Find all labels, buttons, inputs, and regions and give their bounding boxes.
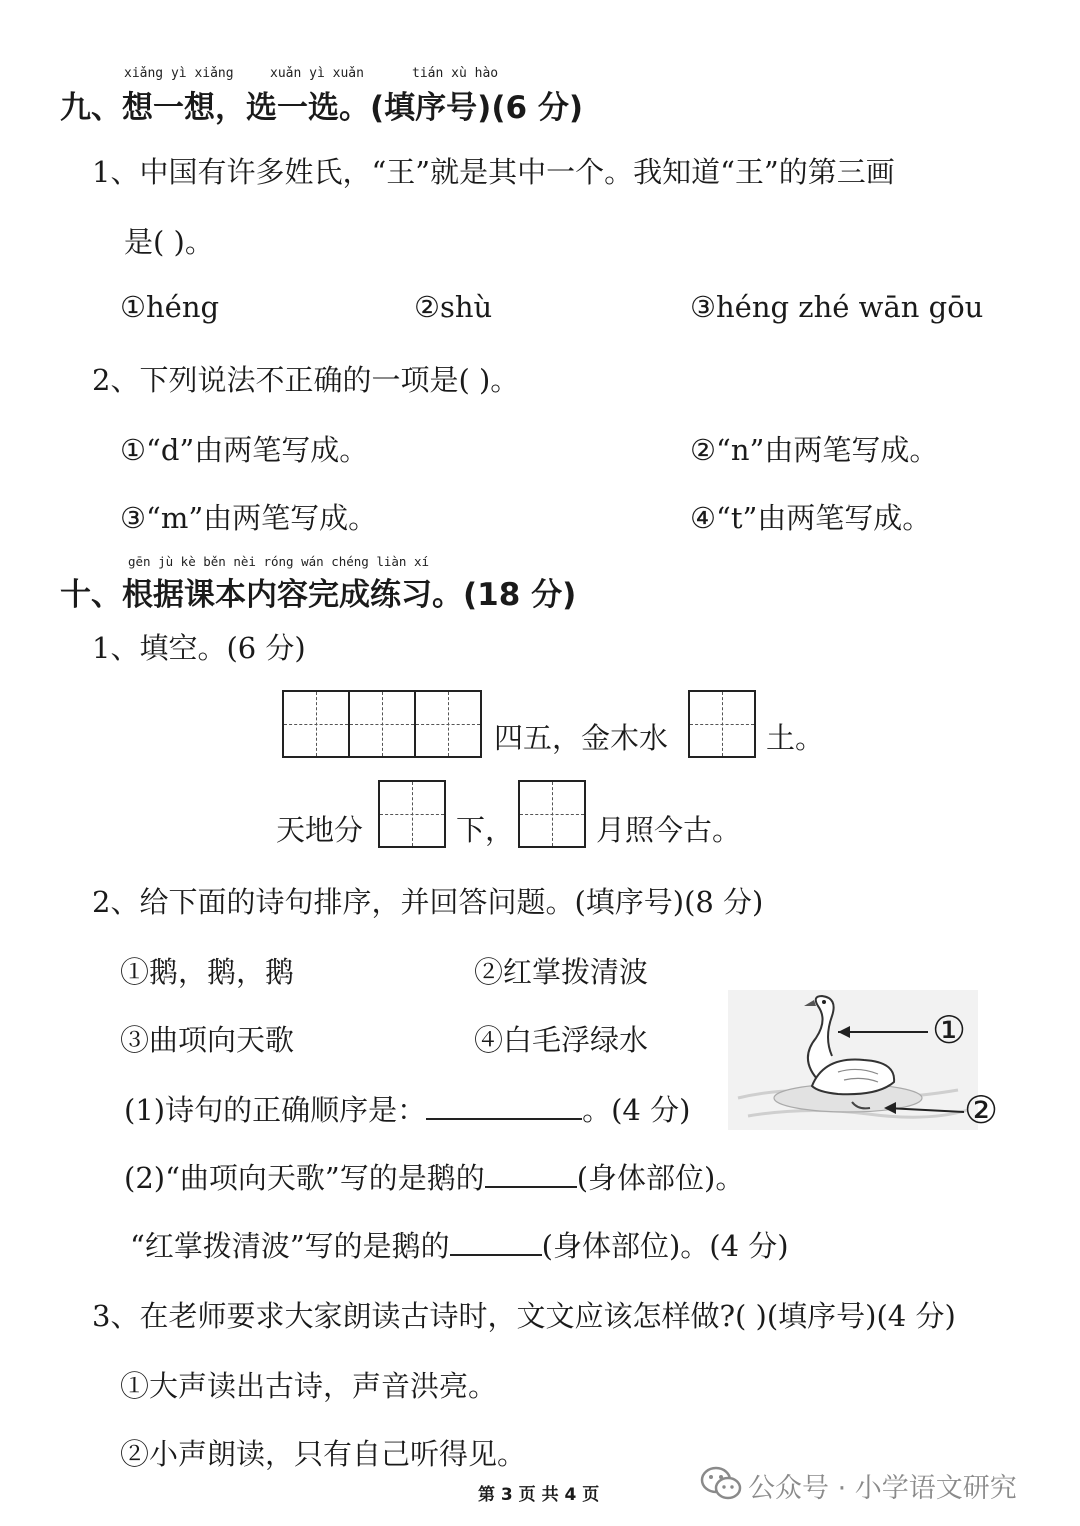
poem-line-1: ①鹅，鹅，鹅 — [120, 955, 295, 989]
section-10-heading: 十、根据课本内容完成练习。(18 分) — [60, 577, 577, 613]
sub2-suffix-2: (身体部位)。(4 分) — [541, 1229, 789, 1263]
writing-grid-box[interactable] — [414, 690, 482, 758]
writing-grid-box[interactable] — [518, 780, 586, 848]
watermark-text: 公众号 · 小学语文研究 — [748, 1473, 1017, 1504]
q9-2-option-1: ①“d”由两笔写成。 — [120, 433, 369, 467]
fill-line1-text-b: 土。 — [766, 721, 825, 755]
page-number: 第 3 页 共 4 页 — [478, 1485, 600, 1505]
poem-line-4: ④白毛浮绿水 — [474, 1023, 649, 1057]
writing-grid-box[interactable] — [688, 690, 756, 758]
poem-line-2: ②红掌拨清波 — [474, 955, 649, 989]
wechat-icon — [700, 1464, 744, 1504]
answer-blank[interactable] — [426, 1118, 582, 1120]
swan-label-2: ② — [964, 1088, 999, 1132]
sub2-prompt-2: “红掌拨清波”写的是鹅的 — [130, 1229, 450, 1263]
writing-grid-box[interactable] — [348, 690, 416, 758]
q10-1-title: 1、填空。(6 分) — [92, 631, 306, 665]
answer-blank[interactable] — [450, 1254, 542, 1256]
answer-blank[interactable] — [485, 1186, 577, 1188]
q10-2-sub2-line2 — [130, 1224, 789, 1265]
q10-2-title: 2、给下面的诗句排序，并回答问题。(填序号)(8 分) — [92, 885, 764, 919]
section-9-heading: 九、想一想，选一选。(填序号)(6 分) — [60, 90, 584, 126]
pinyin-tianxuhao: tián xù hào — [412, 66, 499, 81]
q10-2-sub2 — [124, 1156, 744, 1197]
poem-line-3: ③曲项向天歌 — [120, 1023, 295, 1057]
swan-label-1: ① — [932, 1008, 967, 1052]
sub2-suffix: (身体部位)。 — [576, 1161, 745, 1195]
q9-2-option-2: ②“n”由两笔写成。 — [690, 433, 939, 467]
pinyin-xuan: xuǎn yì xuǎn — [270, 66, 364, 81]
q9-2-option-4: ④“t”由两笔写成。 — [690, 501, 932, 535]
q10-3-option-2: ②小声朗读，只有自己听得见。 — [120, 1437, 527, 1471]
q10-3-text: 3、在老师要求大家朗读古诗时，文文应该怎样做?( )(填序号)(4 分) — [92, 1299, 956, 1333]
q9-1-text-line1: 1、中国有许多姓氏，“王”就是其中一个。我知道“王”的第三画 — [92, 155, 895, 189]
fill-line2-text-a: 天地分 — [276, 813, 364, 847]
q9-1-option-3: ③héng zhé wān gōu — [690, 290, 984, 324]
q10-3-option-1: ①大声读出古诗，声音洪亮。 — [120, 1369, 498, 1403]
q9-1-text-line2: 是( )。 — [124, 225, 214, 259]
pinyin-genju: gēn jù kè běn nèi róng wán chéng liàn xí — [128, 554, 430, 569]
q10-2-sub1 — [124, 1088, 690, 1129]
fill-line2-text-b: 下， — [456, 813, 515, 847]
fill-line2-text-c: 月照今古。 — [596, 813, 742, 847]
writing-grid-box[interactable] — [378, 780, 446, 848]
q9-1-option-1: ①héng — [120, 290, 220, 324]
q9-2-option-3: ③“m”由两笔写成。 — [120, 501, 378, 535]
q9-2-text: 2、下列说法不正确的一项是( )。 — [92, 363, 520, 397]
writing-grid-box[interactable] — [282, 690, 350, 758]
sub1-prompt: (1)诗句的正确顺序是： — [124, 1093, 427, 1127]
sub1-score: 。(4 分) — [582, 1093, 691, 1127]
sub2-prompt: (2)“曲项向天歌”写的是鹅的 — [124, 1161, 485, 1195]
q9-1-option-2: ②shù — [414, 290, 493, 324]
pinyin-xiang: xiǎng yì xiǎng — [124, 66, 234, 81]
fill-line1-text-a: 四五，金木水 — [494, 721, 669, 755]
